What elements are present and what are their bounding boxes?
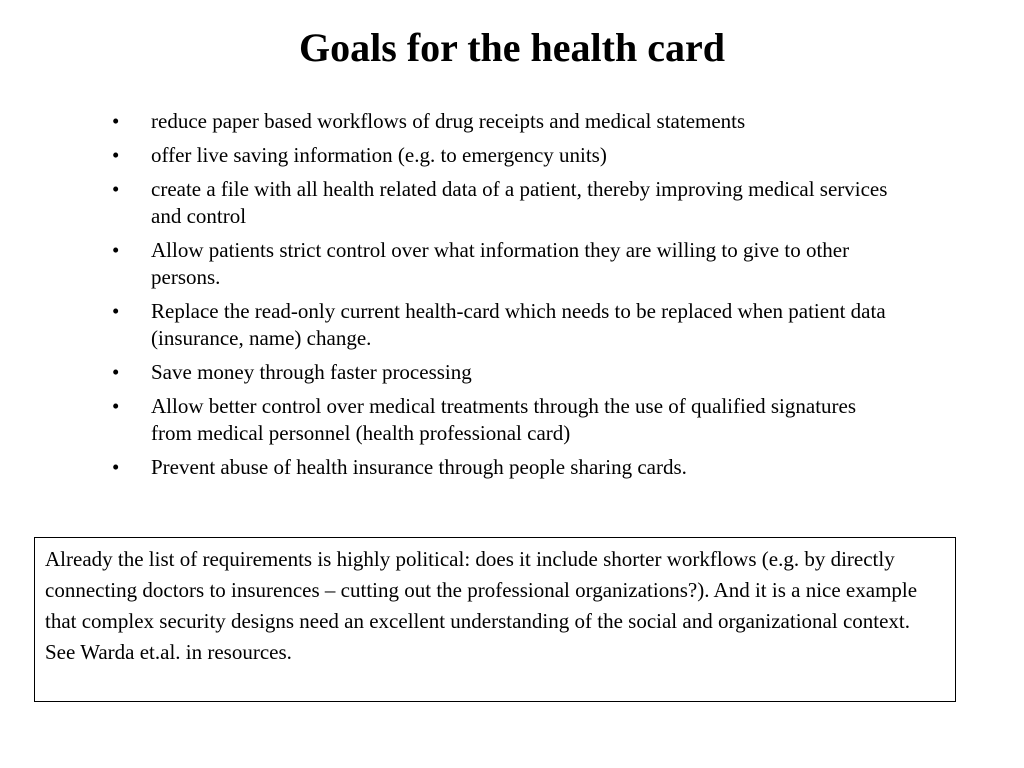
goals-list [112, 108, 892, 488]
list-item [112, 176, 892, 230]
list-item [112, 359, 892, 386]
list-item-text: Save money through faster processing [151, 360, 472, 384]
note-text: Already the list of requirements is highly political: does it include shorter workflows (e.g. by directly connecting doctors to insurences – cutting out the professional organizations?). And it is a nice example that complex security designs need an excellent understanding of the social and organizational context. See Warda et.al. in resources. [45, 547, 918, 664]
bullet-icon: • [112, 299, 120, 323]
slide-title: Goals for the health card [299, 25, 725, 70]
bullet-icon: • [112, 360, 120, 384]
list-item-text: Allow patients strict control over what information they are willing to give to other persons. [151, 238, 850, 289]
list-item-text: offer live saving information (e.g. to emergency units) [151, 143, 607, 167]
list-item [112, 298, 892, 352]
bullet-icon: • [112, 394, 120, 418]
bullet-icon: • [112, 109, 120, 133]
list-item [112, 237, 892, 291]
note-box [34, 537, 956, 702]
bullet-icon: • [112, 143, 120, 167]
bullet-icon: • [112, 455, 120, 479]
list-item-text: Replace the read-only current health-card which needs to be replaced when patient data (insurance, name) change. [151, 299, 886, 350]
list-item-text: create a file with all health related data of a patient, thereby improving medical services and control [151, 177, 888, 228]
list-item-text: Prevent abuse of health insurance through people sharing cards. [151, 455, 687, 479]
bullet-icon: • [112, 238, 120, 262]
list-item-text: Allow better control over medical treatments through the use of qualified signatures from medical personnel (health professional card) [151, 394, 857, 445]
list-item [112, 108, 892, 135]
list-item [112, 142, 892, 169]
bullet-icon: • [112, 177, 120, 201]
list-item-text: reduce paper based workflows of drug receipts and medical statements [151, 109, 746, 133]
list-item [112, 454, 892, 481]
list-item [112, 393, 892, 447]
